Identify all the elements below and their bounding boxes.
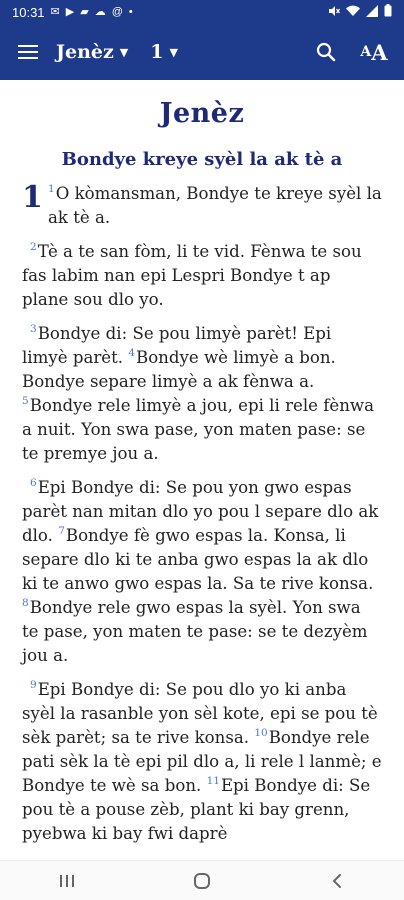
verse-number[interactable]: 8 — [22, 597, 29, 610]
verse-number[interactable]: 10 — [254, 727, 268, 740]
search-button[interactable] — [306, 32, 346, 72]
battery-icon — [384, 4, 392, 20]
verse-text[interactable]: Tè a te san fòm, li te vid. Fènwa te sou fas labim nan epi Lespri Bondye t ap plane sou dlo yo. — [22, 242, 362, 309]
system-navigation-bar — [0, 860, 404, 900]
status-time: 10:31 — [12, 4, 45, 20]
status-left — [12, 5, 133, 20]
verse-number[interactable]: 2 — [30, 241, 37, 254]
status-bar — [0, 0, 404, 24]
book-title: Jenèz — [159, 98, 245, 129]
verse-number[interactable]: 9 — [30, 679, 37, 692]
back-icon — [330, 872, 344, 890]
verse-text[interactable]: Bondye wè limyè a bon. Bondye separe limyè a ak fènwa a. — [22, 348, 336, 391]
verse-text[interactable]: Bondye rele gwo espas la syèl. Yon swa te pase, yon maten te pase: se te dezyèm jou a. — [22, 598, 368, 665]
mute-icon — [328, 5, 340, 20]
recent-apps-button[interactable] — [37, 865, 97, 897]
verse-text[interactable]: Bondye rele pati sèk la tè epi pil dlo a, li rele l lanmè; e Bondye te wè sa bon. — [22, 728, 382, 795]
book-selector[interactable] — [56, 41, 128, 63]
verse-text[interactable]: Epi Bondye di: Se pou tè a pouse zèb, plant ki bay grenn, pyebwa ki bay fwi daprè — [22, 776, 371, 843]
verse-text[interactable]: Epi Bondye di: Se pou dlo yo ki anba syèl la rasanble yon sèl kote, epi se pou tè sèk parèt; sa te rive konsa. — [22, 680, 378, 747]
paragraph — [22, 476, 382, 668]
verse-number[interactable]: 6 — [30, 477, 37, 490]
section-heading: Bondye kreye syèl la ak tè a — [61, 149, 343, 170]
app-bar — [0, 24, 404, 80]
verse-number[interactable]: 5 — [22, 395, 29, 408]
book-name: Jenèz — [56, 41, 114, 63]
scripture-content[interactable] — [0, 80, 404, 860]
wifi-icon — [346, 5, 360, 20]
back-button[interactable] — [307, 865, 367, 897]
chevron-down-icon: ▼ — [169, 45, 178, 59]
home-button[interactable] — [172, 865, 232, 897]
paragraph — [22, 240, 382, 312]
mail-icon: ✉ — [50, 5, 60, 18]
signal-icon — [366, 5, 378, 20]
hamburger-menu-icon — [18, 44, 38, 60]
chapter-number: 1 — [22, 180, 43, 215]
paragraph-text — [48, 182, 382, 230]
chevron-down-icon: ▼ — [119, 45, 129, 59]
verse-number[interactable]: 1 — [48, 183, 55, 196]
chat-icon: ▰ — [80, 5, 89, 18]
chapter-number-label: 1 — [150, 41, 164, 63]
home-icon — [192, 871, 212, 891]
verse-text[interactable]: Bondye fè gwo espas la. Konsa, li separe dlo ki te anba gwo espas la ak dlo ki te anwo gwo espas la. Sa te rive konsa. — [22, 526, 374, 593]
paragraph — [22, 322, 382, 466]
verse-number[interactable]: 7 — [58, 525, 65, 538]
paragraph — [22, 182, 382, 230]
verse-text[interactable]: Bondye rele limyè a jou, epi li rele fènwa a nuit. Yon swa pase, yon maten pase: se te premye jou a. — [22, 396, 374, 463]
recent-apps-icon — [58, 873, 76, 889]
at-icon: @ — [111, 5, 123, 18]
dot-icon: • — [128, 5, 133, 18]
verse-number[interactable]: 11 — [206, 775, 220, 788]
paragraph — [22, 678, 382, 846]
verse-number[interactable]: 4 — [128, 347, 135, 360]
search-icon — [316, 42, 336, 62]
verse-text[interactable]: Bondye di: Se pou limyè parèt! Epi limyè parèt. — [22, 324, 332, 367]
status-right — [328, 4, 392, 20]
verse-text[interactable]: O kòmansman, Bondye te kreye syèl la ak tè a. — [48, 184, 382, 227]
menu-button[interactable] — [10, 34, 46, 70]
text-size-large-icon: A — [371, 39, 388, 65]
text-size-small-icon: A — [360, 44, 372, 60]
text-size-button[interactable] — [354, 32, 394, 72]
youtube-icon: ▶ — [65, 5, 75, 18]
verse-number[interactable]: 3 — [30, 323, 37, 336]
weather-icon: ☁ — [94, 5, 106, 18]
verse-text[interactable]: Epi Bondye di: Se pou yon gwo espas parèt nan mitan dlo yo pou l separe dlo ak dlo. — [22, 478, 379, 545]
chapter-selector[interactable] — [150, 41, 178, 63]
